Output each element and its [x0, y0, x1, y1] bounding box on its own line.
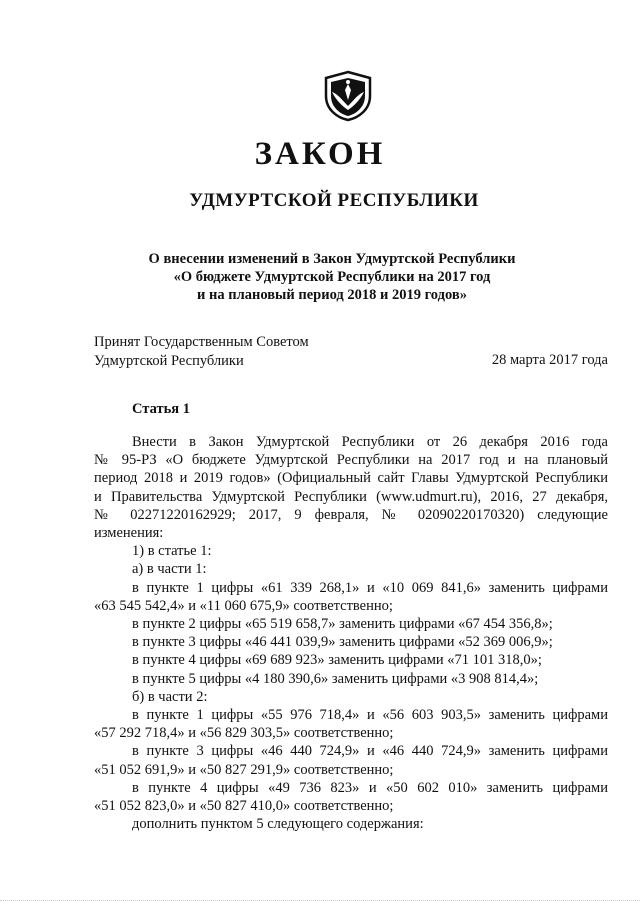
- body-line: «51 052 691,9» и «50 827 291,9» соответственно;: [94, 761, 394, 778]
- coat-of-arms-emblem: [322, 70, 374, 122]
- body-line: «57 292 718,4» и «56 829 303,5» соответственно;: [94, 725, 394, 742]
- body-line: «51 052 823,0» и «50 827 410,0» соответственно;: [94, 798, 394, 815]
- body-line: в пункте 4 цифры «69 689 923» заменить цифрами «71 101 318,0»;: [132, 652, 542, 669]
- body-line: а) в части 1:: [132, 561, 207, 578]
- body-line: «63 545 542,4» и «11 060 675,9» соответственно;: [94, 597, 393, 614]
- adoption-line: Принят Государственным Советом: [94, 334, 309, 350]
- body-line: в пункте 5 цифры «4 180 390,6» заменить цифрами «3 908 814,4»;: [132, 670, 539, 687]
- adoption-line: Удмуртской Республики: [94, 353, 244, 369]
- body-line: в пункте 3 цифры «46 441 039,9» заменить цифрами «52 369 006,9»;: [132, 634, 553, 651]
- body-line: период 2018 и 2019 годов» (Официальный сайт Главы Удмуртской Республики: [94, 470, 608, 487]
- article-heading: Статья 1: [132, 401, 190, 417]
- document-title: ЗАКОН: [254, 136, 386, 172]
- adoption-date: 28 марта 2017 года: [491, 352, 608, 368]
- body-line: и Правительства Удмуртской Республики (www.udmurt.ru), 2016, 27 декабря,: [94, 488, 608, 505]
- body-line: № 02271220162929; 2017, 9 февраля, № 02090220170320) следующие: [94, 506, 608, 523]
- document-subtitle: УДМУРТСКОЙ РЕСПУБЛИКИ: [189, 190, 479, 211]
- body-line: № 95-РЗ «О бюджете Удмуртской Республики на 2017 год и на плановый: [94, 452, 608, 469]
- article-body: [94, 433, 608, 833]
- body-line: Внести в Закон Удмуртской Республики от 26 декабря 2016 года: [132, 434, 608, 450]
- adoption-info: [94, 333, 309, 371]
- body-line: в пункте 2 цифры «65 519 658,7» заменить цифрами «67 454 356,8»;: [132, 616, 553, 633]
- body-line: в пункте 3 цифры «46 440 724,9» и «46 440 724,9» заменить цифрами: [132, 743, 608, 760]
- subject-line: О внесении изменений в Закон Удмуртской Республики: [148, 251, 516, 267]
- law-subject: [0, 250, 640, 304]
- subject-line: «О бюджете Удмуртской Республики на 2017 год: [173, 269, 491, 285]
- body-line: изменения:: [94, 525, 164, 542]
- body-line: в пункте 4 цифры «49 736 823» и «50 602 010» заменить цифрами: [132, 779, 608, 796]
- body-line: б) в части 2:: [132, 688, 208, 705]
- body-line: в пункте 1 цифры «61 339 268,1» и «10 069 841,6» заменить цифрами: [132, 579, 608, 596]
- body-line: в пункте 1 цифры «55 976 718,4» и «56 603 903,5» заменить цифрами: [132, 707, 608, 724]
- subject-line: и на плановый период 2018 и 2019 годов»: [197, 287, 467, 303]
- body-line: 1) в статье 1:: [132, 543, 212, 560]
- scan-footer-edge: [0, 900, 640, 903]
- body-line: дополнить пунктом 5 следующего содержания:: [132, 816, 424, 833]
